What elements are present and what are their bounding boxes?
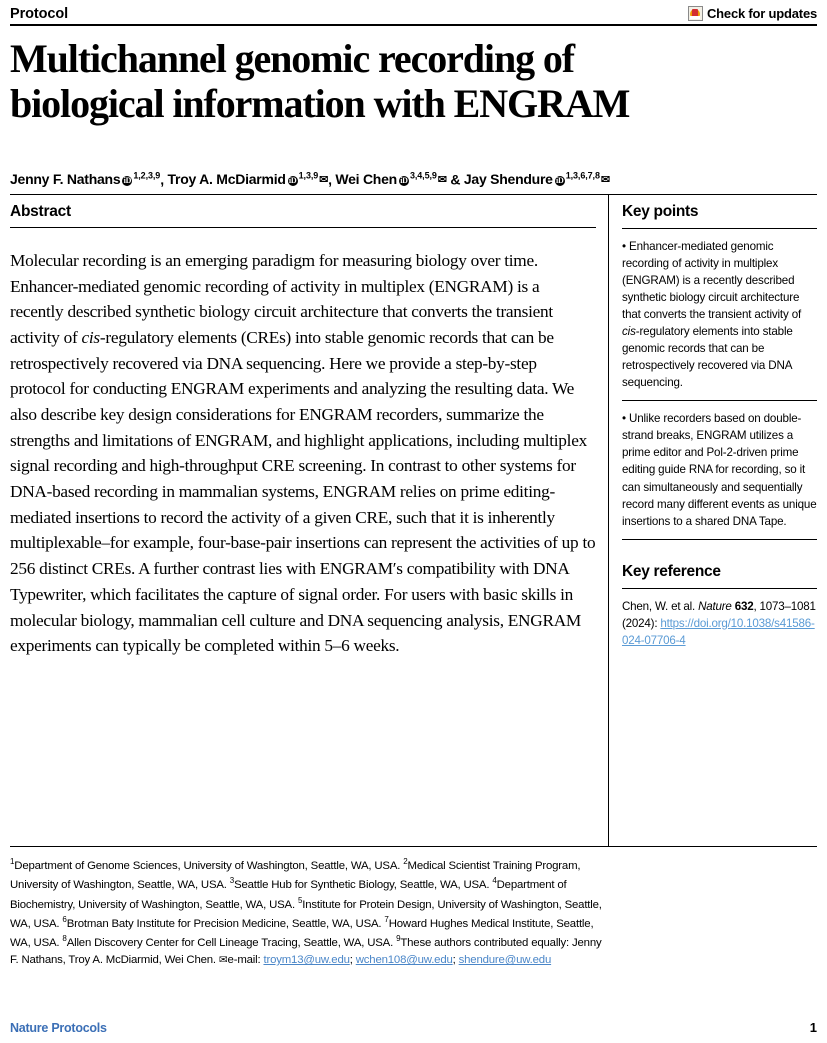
- email-link[interactable]: shendure@uw.edu: [458, 954, 552, 967]
- affiliation-number: 9: [396, 933, 401, 943]
- envelope-icon: ✉: [218, 954, 228, 967]
- affiliation-number: 7: [384, 914, 389, 924]
- author-affiliation-refs: 1,3,9: [298, 170, 319, 181]
- body-columns: [10, 195, 817, 846]
- author-entry[interactable]: [335, 171, 446, 187]
- email-label: e-mail:: [227, 954, 261, 967]
- abstract-column: [10, 195, 608, 846]
- author-name: Jenny F. Nathans: [10, 171, 121, 188]
- affiliation-text: Department of Biochemistry, University of Washington, Seattle, WA, USA.: [10, 879, 567, 911]
- author-separator: ,: [160, 171, 168, 188]
- affiliation-number: 8: [62, 933, 67, 943]
- affiliation-number: 1: [10, 857, 15, 867]
- key-reference-heading: Key reference: [622, 562, 721, 580]
- author-affiliation-refs: 1,2,3,9: [133, 170, 161, 181]
- author-entry[interactable]: [10, 171, 160, 187]
- author-name: Jay Shendure: [463, 171, 553, 188]
- envelope-icon[interactable]: ✉: [319, 174, 329, 187]
- envelope-icon[interactable]: ✉: [437, 174, 447, 187]
- key-point-item: • Unlike recorders based on double-strand breaks, ENGRAM utilizes a prime editor and Pol-2-driven prime editing guide RNA for recording, so it can simultaneously and sequentially record many different events as unique insertions to a shared DNA Tape.: [622, 412, 817, 528]
- affiliation-number: 2: [403, 857, 408, 867]
- affiliation-text: Department of Genome Sciences, University of Washington, Seattle, WA, USA.: [14, 859, 401, 872]
- author-entry[interactable]: [167, 171, 328, 187]
- abstract-heading: Abstract: [10, 203, 71, 221]
- affiliation-text: Medical Scientist Training Program, University of Washington, Seattle, WA, USA.: [10, 859, 581, 892]
- key-points-heading: Key points: [622, 203, 699, 221]
- affiliation-number: 4: [492, 876, 497, 886]
- check-for-updates-label: Check for updates: [706, 6, 817, 21]
- affiliation-number: 5: [297, 895, 303, 905]
- envelope-icon[interactable]: ✉: [600, 174, 610, 187]
- email-link[interactable]: wchen108@uw.edu: [355, 954, 453, 967]
- affiliations-divider: [10, 846, 817, 847]
- affiliation-number: 3: [229, 876, 235, 886]
- orcid-icon[interactable]: iD: [555, 176, 564, 186]
- author-separator: &: [446, 171, 464, 188]
- affiliation-text: Institute for Protein Design, University of Washington, Seattle, WA, USA.: [10, 898, 602, 930]
- affiliation-number: 6: [62, 914, 67, 924]
- author-entry[interactable]: [464, 171, 610, 187]
- page-footer: [10, 1020, 817, 1035]
- author-affiliation-refs: 1,3,6,7,8: [565, 170, 600, 181]
- orcid-icon[interactable]: iD: [123, 176, 132, 186]
- affiliation-text: Brotman Baty Institute for Precision Medicine, Seattle, WA, USA.: [66, 917, 382, 930]
- affiliation-text: Howard Hughes Medical Institute, Seattle, WA, USA.: [10, 917, 594, 949]
- author-list: [10, 171, 817, 188]
- key-point-item: • Enhancer-mediated genomic recording of activity in multiplex (ENGRAM) is a recently described synthetic biology circuit architecture that converts the transient activity of cis-regulatory elements into stable genomic records that can be retrospectively recovered via DNA sequencing.: [622, 240, 802, 390]
- check-for-updates-link[interactable]: [688, 6, 817, 21]
- orcid-icon[interactable]: iD: [288, 176, 297, 186]
- key-points-divider-bottom: [622, 539, 817, 540]
- doi-line-2: 10.1038/s41586-024-07706-4: [622, 616, 815, 647]
- article-type-label: Protocol: [10, 5, 69, 22]
- key-reference-pages-year: 1073–1081 (2024):: [622, 599, 816, 630]
- author-name: Troy A. McDiarmid: [167, 171, 286, 188]
- affiliations-block: $^1$Department of Genome Sciences, University of Washington, Seattle, WA, USA. $^2$Medical Scientist Training Program, University of Washington, Seattle, WA, USA. $^3$Seattle Hub for Synthetic Biology, Seattle, WA, USA. $^4$Department of Biochemistry, University of Washington, Seattle, WA, USA. $^5$Institute for Protein Design, University of Washington, Seattle, WA, USA. $^6$Brotman Baty Institute for Precision Medicine, Seattle, WA, USA. $^7$Howard Hughes Medical Institute, Seattle, WA, USA. $^8$Allen Discovery Center for Cell Lineage Tracing, Seattle, WA, USA. $^9$These authors contributed equally: Jenny F. Nathans, Troy A. McDiarmid, Wei Chen. ✉e-mail: troym13@uw.edu; wchen108@uw.edu; shendure@uw.edu: [10, 856, 610, 970]
- email-link[interactable]: troym13@uw.edu: [263, 954, 350, 967]
- affiliation-text: Seattle Hub for Synthetic Biology, Seattle, WA, USA.: [234, 879, 490, 892]
- abstract-heading-divider: [10, 227, 596, 228]
- crossmark-icon: [688, 6, 703, 21]
- doi-line-1: https://doi.org/: [660, 616, 731, 630]
- key-reference-authors: Chen, W. et al.: [622, 599, 696, 613]
- affiliation-text: These authors contributed equally: Jenny F. Nathans, Troy A. McDiarmid, Wei Chen.: [10, 936, 602, 967]
- footer-page-number: 1: [809, 1020, 817, 1035]
- abstract-text: Molecular recording is an emerging paradigm for measuring biology over time. Enhancer-mediated genomic recording of activity in multiplex (ENGRAM) is a recently described synthetic biology circuit architecture that converts the transient activity of cis-regulatory elements (CREs) into stable genomic records that can be retrospectively recovered via DNA sequencing. Here we provide a step-by-step protocol for conducting ENGRAM experiments and analyzing the resulting data. We also describe key design considerations for ENGRAM recorders, summarize the strengths and limitations of ENGRAM, and highlight applications, including multiplex signal recording and high-throughput CRE screening. In contrast to other systems for DNA-based recording in mammalian systems, ENGRAM relies on prime editing-mediated insertions to record the activity of a given CRE, such that it is inherently multiplexable–for example, four-base-pair insertions can represent the activities of up to 256 distinct CREs. A further contrast lies with ENGRAM′s compatibility with DNA Typewriter, which facilitates the capture of signal order. For users with basic skills in molecular biology, mammalian cell culture and DNA sequencing analysis, ENGRAM experiments can typically be completed within 5–6 weeks.: [10, 251, 596, 656]
- page-title: Multichannel genomic recording of biological information with ENGRAM: [10, 36, 630, 126]
- key-reference-citation: Chen, W. et al. Nature 632, 1073–1081 (2024): https://doi.org/10.1038/s41586-024-07706-4: [622, 599, 816, 647]
- affiliation-text: Allen Discovery Center for Cell Lineage Tracing, Seattle, WA, USA.: [66, 936, 394, 949]
- orcid-icon[interactable]: iD: [400, 176, 408, 186]
- author-separator: ,: [328, 171, 336, 188]
- author-name: Wei Chen: [335, 171, 397, 188]
- sidebar-column: [608, 195, 817, 846]
- running-head: [10, 0, 817, 21]
- author-affiliation-refs: 3,4,5,9: [409, 170, 437, 181]
- footer-journal-name[interactable]: Nature Protocols: [10, 1021, 107, 1035]
- key-reference-volume: 632: [734, 599, 754, 613]
- header-divider: [10, 24, 817, 26]
- key-reference-journal: Nature: [698, 599, 732, 613]
